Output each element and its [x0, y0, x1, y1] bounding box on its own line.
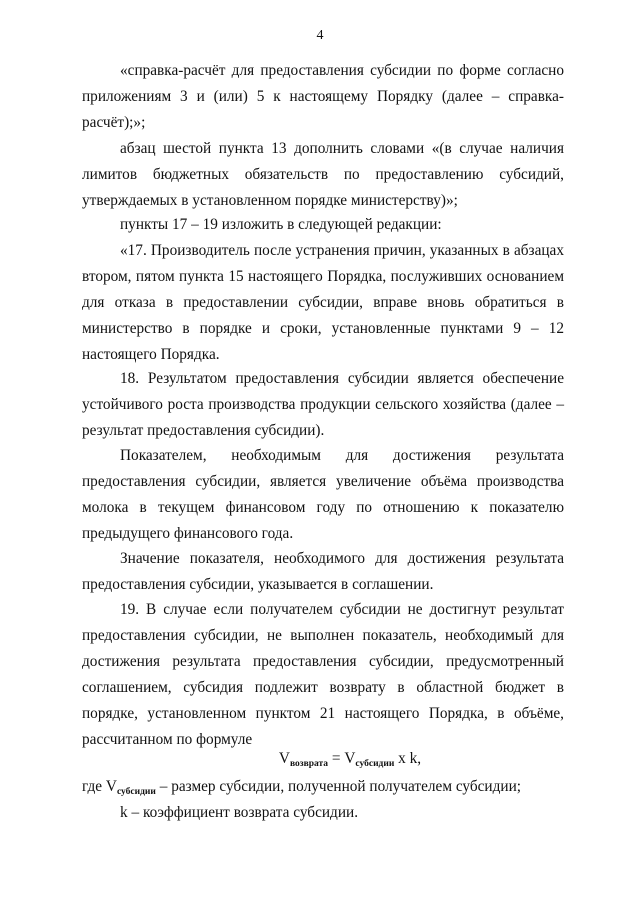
paragraph-3: пункты 17 – 19 изложить в следующей редакции:	[120, 216, 442, 233]
formula-v1: V	[278, 750, 290, 767]
paragraph-5: 18. Результатом предоставления субсидии является обеспечение устойчивого роста производства продукции сельского хозяйства (далее – результат предоставления субсидии).	[82, 370, 564, 440]
page-number: 4	[316, 28, 324, 43]
where-prefix: где V	[82, 778, 117, 795]
k-line: k – коэффициент возврата субсидии.	[120, 804, 359, 821]
formula-tail: x k,	[394, 750, 422, 767]
paragraph-1: «справка-расчёт для предоставления субсидии по форме согласно приложениям 3 и (или) 5 к настоящему Порядку (далее – справка-расчёт);»;	[82, 62, 564, 132]
paragraph-6: Показателем, необходимым для достижения результата предоставления субсидии, является увеличение объёма производства молока в текущем финансовом году по отношению к показателю предыдущего финансового года.	[82, 447, 564, 543]
paragraph-4: «17. Производитель после устранения причин, указанных в абзацах втором, пятом пункта 15 настоящего Порядка, послуживших основанием для отказа в предоставлении субсидии, вправе вновь обратиться в министерство в порядке и сроки, установленные пунктами 9 – 12 настоящего Порядка.	[82, 242, 564, 364]
where-sub: субсидии	[116, 787, 156, 797]
formula-sub2: субсидии	[355, 759, 395, 769]
formula	[0, 746, 640, 777]
formula-sub1: возврата	[289, 759, 329, 769]
formula-v2: V	[344, 750, 356, 767]
paragraph-8: 19. В случае если получателем субсидии не достигнут результат предоставления субсидии, не выполнен показатель, необходимый для достижения результата предоставления субсидии, предусмотренный соглашением, субсидия подлежит возврату в областной бюджет в порядке, установленном пунктом 21 настоящего Порядка, в объёме, рассчитанном по формуле	[82, 601, 564, 749]
where-text: – размер субсидии, полученной получателем субсидии;	[155, 778, 522, 795]
formula-eq: =	[328, 750, 345, 767]
paragraph-2: абзац шестой пункта 13 дополнить словами «(в случае наличия лимитов бюджетных обязательств по предоставлению субсидий, утверждаемых в установленном порядке министерству)»;	[82, 140, 564, 210]
paragraph-7: Значение показателя, необходимого для достижения результата предоставления субсидии, указывается в соглашении.	[82, 550, 564, 594]
